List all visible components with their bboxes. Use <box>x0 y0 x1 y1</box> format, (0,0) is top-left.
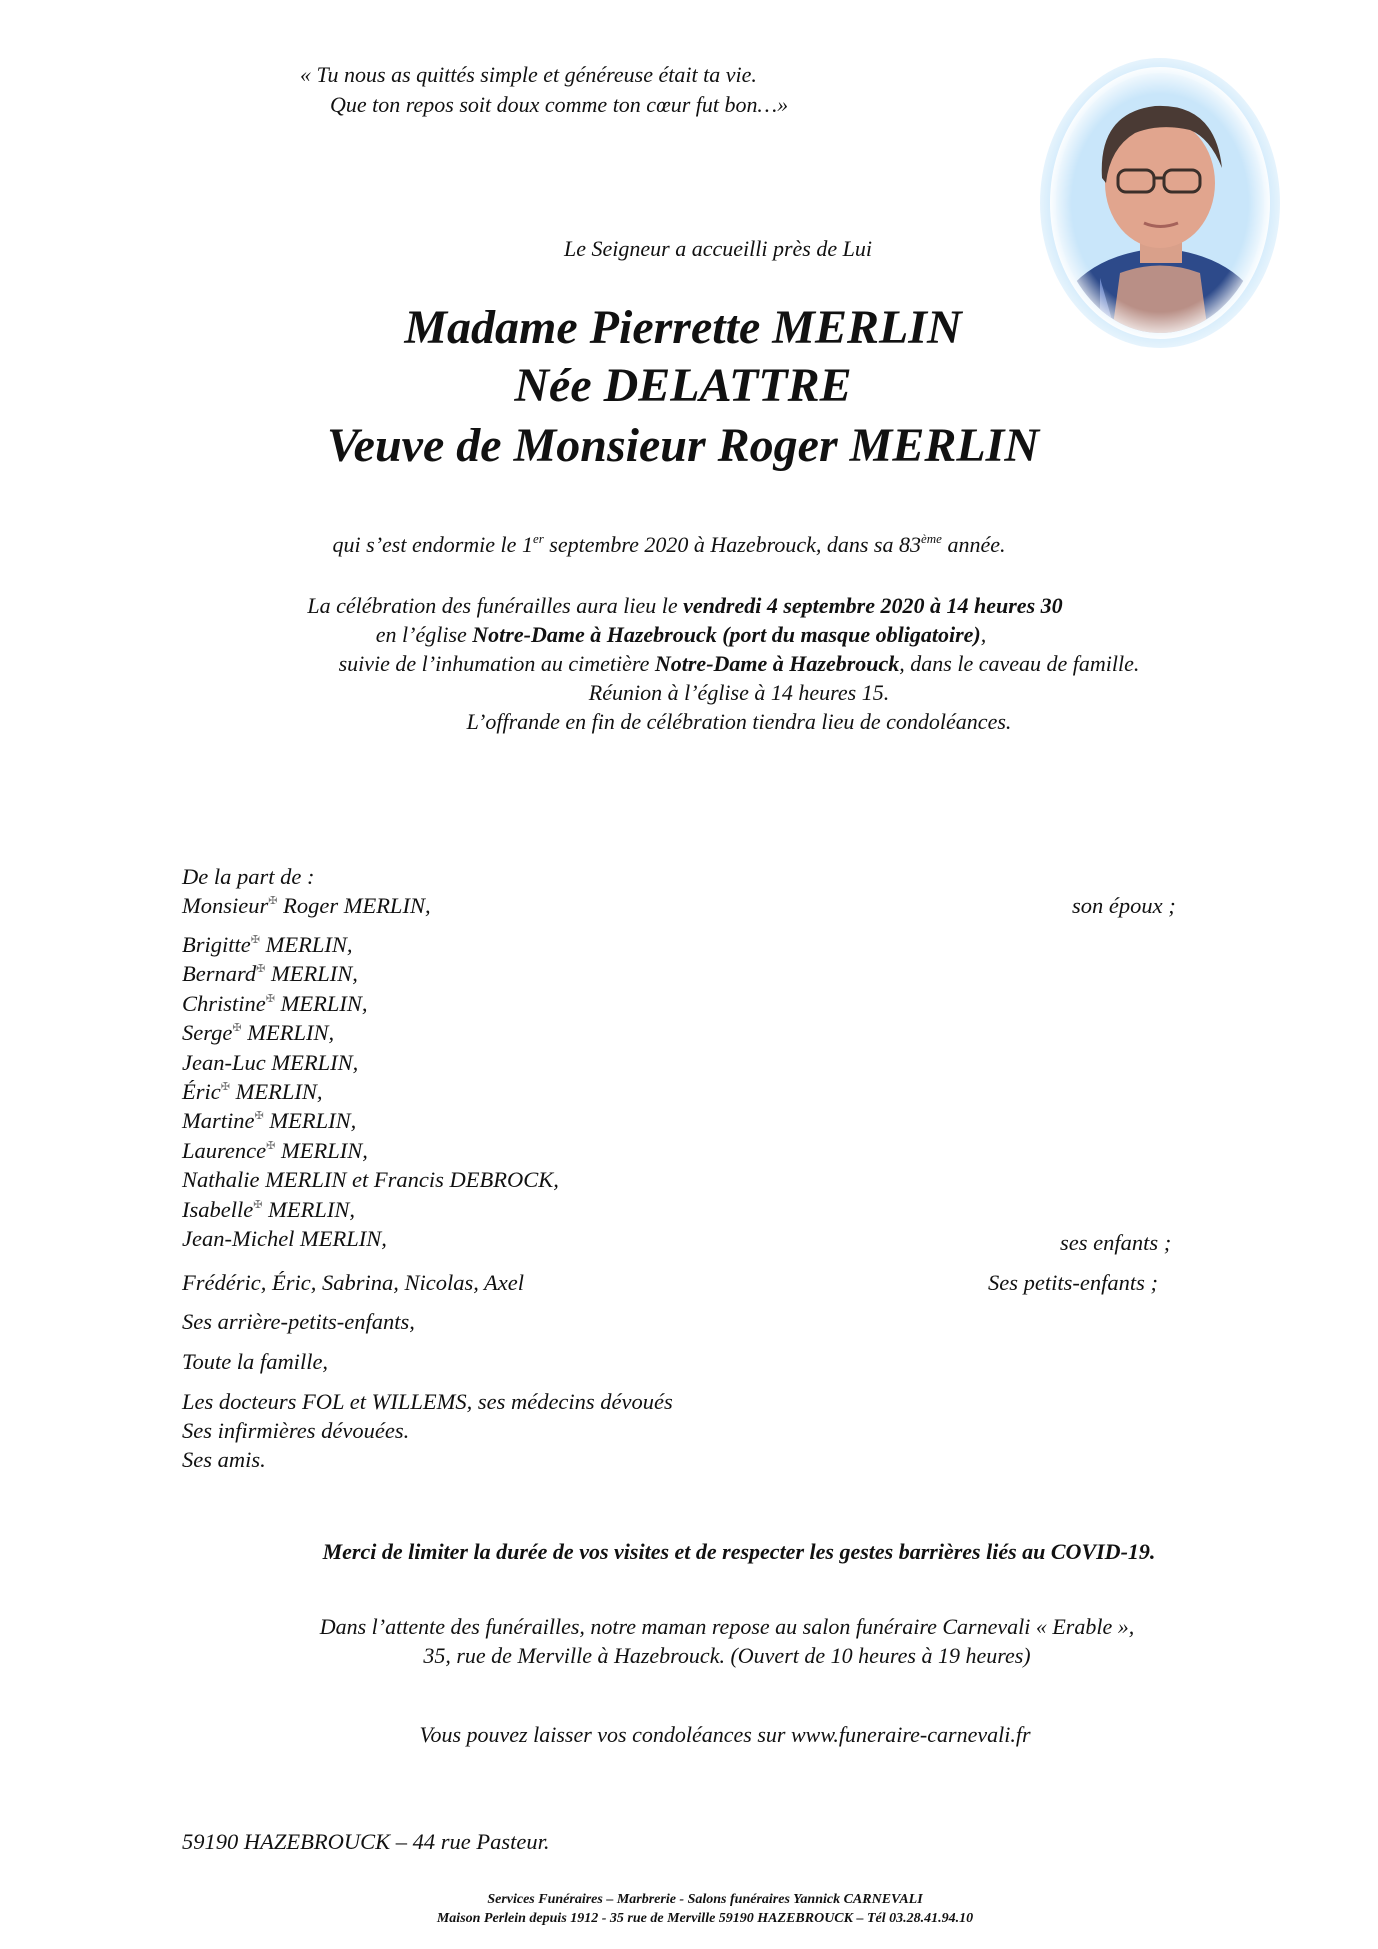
child-last-name: MERLIN, <box>263 1108 357 1133</box>
child-row <box>182 991 367 1017</box>
child-row <box>182 1020 334 1046</box>
condolences-line: Vous pouvez laisser vos condoléances sur www.funeraire-carnevali.fr <box>419 1722 1031 1747</box>
child-first-name: Serge <box>182 1020 233 1045</box>
child-last-name: MERLIN, <box>274 991 368 1016</box>
death-notice: qui s’est endormie le 1er septembre 2020 à Hazebrouck, dans sa 83ème année. <box>332 531 1006 557</box>
ceremony-line-1: La célébration des funérailles aura lieu le vendredi 4 septembre 2020 à 14 heures 30 <box>307 593 1063 618</box>
intro-line: Le Seigneur a accueilli près de Lui <box>564 236 872 261</box>
child-row <box>182 1108 356 1134</box>
child-last-name: MERLIN, <box>259 932 353 957</box>
maiden-name: Née DELATTRE <box>514 359 852 412</box>
child-row <box>182 1226 387 1252</box>
cross-icon: ✠ <box>268 895 278 907</box>
child-last-name: MERLIN, <box>229 1079 323 1104</box>
children-role: ses enfants ; <box>1060 1230 1172 1255</box>
child-first-name: Laurence <box>182 1138 267 1163</box>
ceremony-line-3: suivie de l’inhumation au cimetière Notre-Dame à Hazebrouck, dans le caveau de famille. <box>338 651 1140 676</box>
grandchildren-role: Ses petits-enfants ; <box>988 1270 1158 1295</box>
covid-notice: Merci de limiter la durée de vos visites et de respecter les gestes barrières liés au COVID-19. <box>322 1539 1156 1564</box>
grandchildren-line: Frédéric, Éric, Sabrina, Nicolas, Axel <box>182 1270 525 1295</box>
child-first-name: Nathalie MERLIN et Francis DEBROCK, <box>182 1167 559 1192</box>
child-row <box>182 1079 322 1105</box>
spouse-line: Monsieur✠ Roger MERLIN, <box>182 893 431 918</box>
child-last-name: MERLIN, <box>262 1197 355 1222</box>
child-first-name: Jean-Michel MERLIN, <box>182 1226 387 1251</box>
child-first-name: Isabelle <box>182 1197 254 1222</box>
cross-icon: ✠ <box>254 1110 264 1122</box>
spouse-role: son époux ; <box>1072 893 1176 918</box>
friends-line: Ses amis. <box>182 1447 266 1472</box>
address-line: 59190 HAZEBROUCK – 44 rue Pasteur. <box>182 1829 550 1854</box>
child-last-name: MERLIN, <box>275 1138 368 1163</box>
child-first-name: Martine <box>182 1108 255 1133</box>
child-last-name: MERLIN, <box>241 1020 335 1045</box>
child-first-name: Brigitte <box>182 932 251 957</box>
ceremony-line-2: en l’église Notre-Dame à Hazebrouck (port du masque obligatoire), <box>375 622 987 647</box>
footer-line-1: Services Funéraires – Marbrerie - Salons funéraires Yannick CARNEVALI <box>487 1892 923 1907</box>
ceremony-line-4: Réunion à l’église à 14 heures 15. <box>588 680 890 705</box>
great-grandchildren-line: Ses arrière-petits-enfants, <box>182 1309 415 1334</box>
child-row <box>182 932 352 958</box>
from-label: De la part de : <box>182 864 315 889</box>
widow-of: Veuve de Monsieur Roger MERLIN <box>326 419 1040 472</box>
child-first-name: Bernard <box>182 961 257 986</box>
cross-icon: ✠ <box>220 1081 230 1093</box>
child-row <box>182 1050 358 1076</box>
doctors-line: Les docteurs FOL et WILLEMS, ses médecins dévoués <box>182 1389 673 1414</box>
child-first-name: Christine <box>182 991 266 1016</box>
cross-icon: ✠ <box>265 993 275 1005</box>
cross-icon: ✠ <box>250 934 260 946</box>
child-last-name: MERLIN, <box>265 961 358 986</box>
salon-line-2: 35, rue de Merville à Hazebrouck. (Ouvert de 10 heures à 19 heures) <box>423 1643 1031 1668</box>
quote-line-2: Que ton repos soit doux comme ton cœur fut bon…» <box>330 92 789 117</box>
child-row <box>182 1197 355 1223</box>
child-first-name: Éric <box>182 1079 221 1104</box>
nurses-line: Ses infirmières dévouées. <box>182 1418 410 1443</box>
cross-icon: ✠ <box>256 963 266 975</box>
child-row <box>182 961 358 987</box>
salon-line-1: Dans l’attente des funérailles, notre maman repose au salon funéraire Carnevali « Erable », <box>319 1614 1135 1639</box>
cross-icon: ✠ <box>266 1140 276 1152</box>
ceremony-line-5: L’offrande en fin de célébration tiendra lieu de condoléances. <box>466 709 1012 734</box>
footer-line-2: Maison Perlein depuis 1912 - 35 rue de Merville 59190 HAZEBROUCK – Tél 03.28.41.94.10 <box>436 1911 974 1926</box>
family-line: Toute la famille, <box>182 1349 329 1374</box>
cross-icon: ✠ <box>253 1199 263 1211</box>
child-first-name: Jean-Luc MERLIN, <box>182 1050 359 1075</box>
cross-icon: ✠ <box>232 1022 242 1034</box>
child-row <box>182 1167 559 1193</box>
child-row <box>182 1138 368 1164</box>
quote-line-1: « Tu nous as quittés simple et généreuse était ta vie. <box>300 62 757 87</box>
deceased-name: Madame Pierrette MERLIN <box>404 301 962 354</box>
